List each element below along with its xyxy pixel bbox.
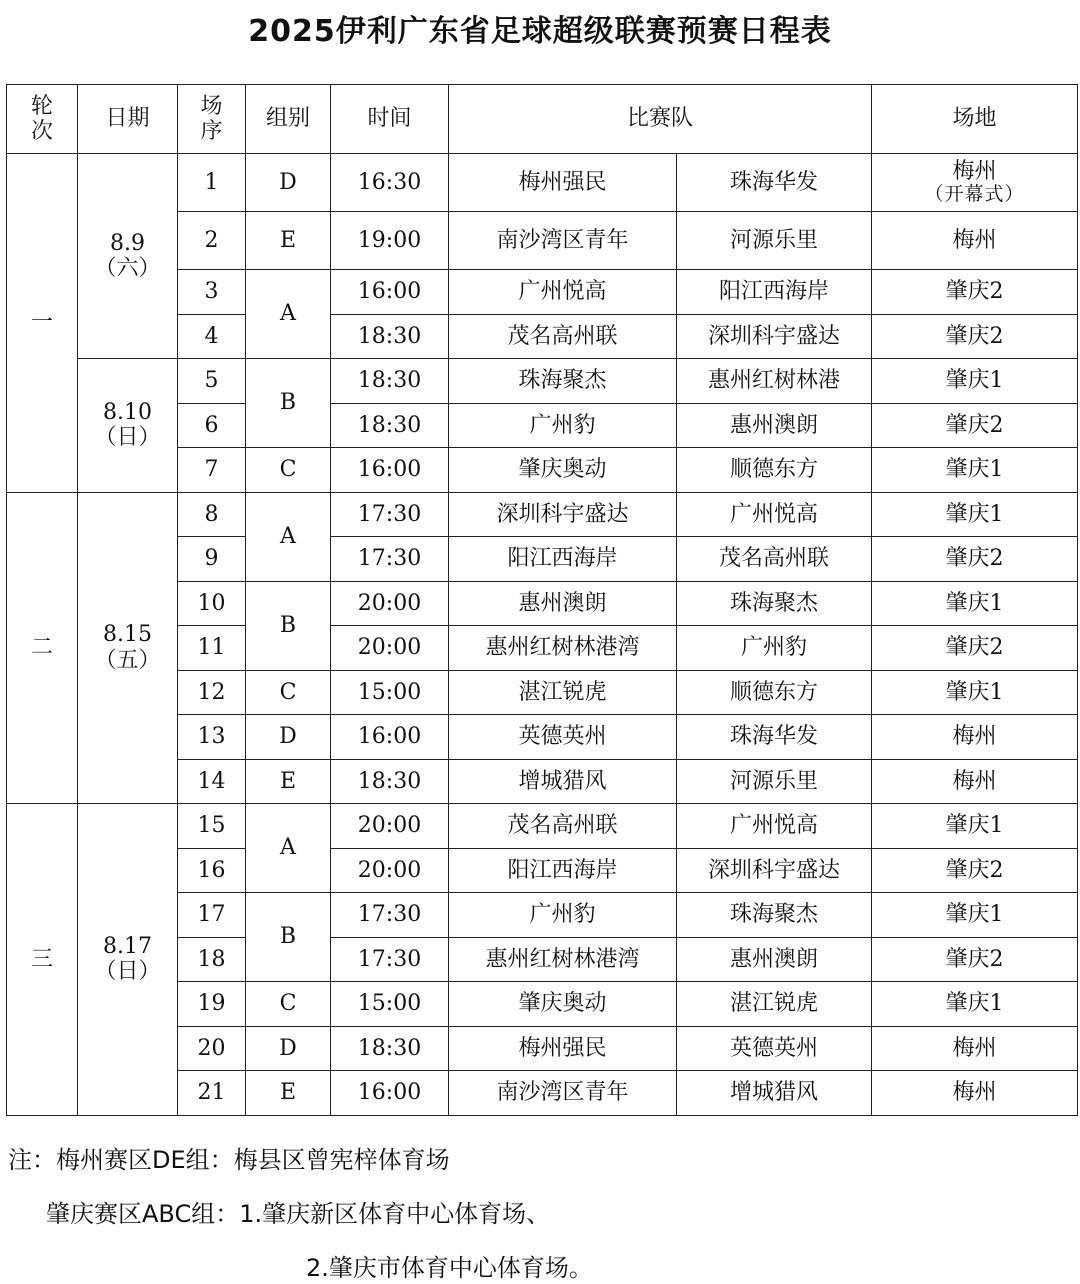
group-cell: D bbox=[246, 715, 331, 760]
header-date: 日期 bbox=[78, 85, 178, 154]
time-cell: 20:00 bbox=[331, 581, 449, 626]
date-weekday: （日） bbox=[94, 425, 161, 451]
time-cell: 18:30 bbox=[331, 759, 449, 804]
note-meizhou: 注：梅州赛区DE组：梅县区曾宪梓体育场 bbox=[8, 1146, 450, 1174]
venue-cell: 肇庆2 bbox=[872, 314, 1078, 359]
date-weekday: （六） bbox=[94, 256, 161, 281]
time-cell: 19:00 bbox=[331, 212, 449, 270]
group-cell: E bbox=[246, 212, 331, 270]
home-team-cell: 阳江西海岸 bbox=[449, 537, 677, 582]
seq-cell: 4 bbox=[178, 314, 246, 359]
seq-cell: 21 bbox=[178, 1071, 246, 1116]
header-teams: 比赛队 bbox=[449, 85, 872, 154]
header-round: 轮次 bbox=[7, 85, 78, 154]
date-day: 8.17 bbox=[103, 933, 152, 959]
away-team-cell: 广州悦高 bbox=[677, 804, 872, 849]
time-cell: 18:30 bbox=[331, 1026, 449, 1071]
group-cell: B bbox=[246, 581, 331, 670]
time-cell: 15:00 bbox=[331, 982, 449, 1027]
group-cell: D bbox=[246, 1026, 331, 1071]
time-cell: 16:30 bbox=[331, 154, 449, 212]
venue-cell: 肇庆2 bbox=[872, 626, 1078, 671]
venue-cell: 肇庆1 bbox=[872, 893, 1078, 938]
away-team-cell: 增城猎风 bbox=[677, 1071, 872, 1116]
venue-cell: 肇庆2 bbox=[872, 537, 1078, 582]
venue-cell bbox=[872, 154, 1078, 212]
seq-cell: 12 bbox=[178, 670, 246, 715]
seq-cell: 11 bbox=[178, 626, 246, 671]
seq-cell: 16 bbox=[178, 848, 246, 893]
venue-cell: 肇庆1 bbox=[872, 448, 1078, 493]
venue-cell: 梅州 bbox=[872, 1071, 1078, 1116]
group-cell: C bbox=[246, 982, 331, 1027]
date-day: 8.9 bbox=[110, 230, 145, 256]
seq-cell: 19 bbox=[178, 982, 246, 1027]
venue-cell: 肇庆2 bbox=[872, 848, 1078, 893]
time-cell: 17:30 bbox=[331, 492, 449, 537]
away-team-cell: 顺德东方 bbox=[677, 448, 872, 493]
seq-cell: 7 bbox=[178, 448, 246, 493]
seq-cell: 17 bbox=[178, 893, 246, 938]
time-cell: 18:30 bbox=[331, 359, 449, 404]
away-team-cell: 顺德东方 bbox=[677, 670, 872, 715]
venue-cell: 梅州 bbox=[872, 212, 1078, 270]
seq-cell: 6 bbox=[178, 403, 246, 448]
time-cell: 20:00 bbox=[331, 626, 449, 671]
time-cell: 20:00 bbox=[331, 804, 449, 849]
home-team-cell: 惠州红树林港湾 bbox=[449, 937, 677, 982]
header-time: 时间 bbox=[331, 85, 449, 154]
home-team-cell: 阳江西海岸 bbox=[449, 848, 677, 893]
away-team-cell: 河源乐里 bbox=[677, 759, 872, 804]
venue-cell: 梅州 bbox=[872, 1026, 1078, 1071]
group-cell: B bbox=[246, 359, 331, 448]
group-cell: E bbox=[246, 1071, 331, 1116]
seq-cell: 2 bbox=[178, 212, 246, 270]
time-cell: 17:30 bbox=[331, 537, 449, 582]
date-weekday: （日） bbox=[94, 959, 161, 985]
group-cell: A bbox=[246, 804, 331, 893]
round-cell: 一 bbox=[7, 154, 78, 493]
venue-cell: 肇庆1 bbox=[872, 581, 1078, 626]
seq-cell: 13 bbox=[178, 715, 246, 760]
home-team-cell: 梅州强民 bbox=[449, 154, 677, 212]
venue-cell: 梅州 bbox=[872, 759, 1078, 804]
seq-cell: 18 bbox=[178, 937, 246, 982]
table-row bbox=[7, 154, 1078, 212]
time-cell: 16:00 bbox=[331, 448, 449, 493]
header-seq: 场序 bbox=[178, 85, 246, 154]
home-team-cell: 惠州澳朗 bbox=[449, 581, 677, 626]
header-venue: 场地 bbox=[872, 85, 1078, 154]
group-cell: A bbox=[246, 270, 331, 359]
away-team-cell: 珠海华发 bbox=[677, 154, 872, 212]
home-team-cell: 深圳科宇盛达 bbox=[449, 492, 677, 537]
venue-cell: 肇庆1 bbox=[872, 670, 1078, 715]
seq-cell: 5 bbox=[178, 359, 246, 404]
home-team-cell: 广州豹 bbox=[449, 893, 677, 938]
away-team-cell: 珠海聚杰 bbox=[677, 581, 872, 626]
seq-cell: 15 bbox=[178, 804, 246, 849]
away-team-cell: 广州豹 bbox=[677, 626, 872, 671]
away-team-cell: 惠州澳朗 bbox=[677, 403, 872, 448]
round-cell: 三 bbox=[7, 804, 78, 1116]
time-cell: 15:00 bbox=[331, 670, 449, 715]
schedule-table bbox=[6, 84, 1078, 1116]
time-cell: 16:00 bbox=[331, 715, 449, 760]
date-cell bbox=[78, 492, 178, 804]
seq-cell: 20 bbox=[178, 1026, 246, 1071]
group-cell: C bbox=[246, 448, 331, 493]
home-team-cell: 梅州强民 bbox=[449, 1026, 677, 1071]
seq-cell: 10 bbox=[178, 581, 246, 626]
home-team-cell: 南沙湾区青年 bbox=[449, 1071, 677, 1116]
note-zhaoqing-venue2: 2.肇庆市体育中心体育场。 bbox=[306, 1254, 593, 1282]
group-cell: C bbox=[246, 670, 331, 715]
page-title: 2025伊利广东省足球超级联赛预赛日程表 bbox=[248, 14, 832, 49]
date-weekday: （五） bbox=[94, 647, 161, 673]
away-team-cell: 广州悦高 bbox=[677, 492, 872, 537]
venue-cell: 肇庆2 bbox=[872, 270, 1078, 315]
away-team-cell: 湛江锐虎 bbox=[677, 982, 872, 1027]
away-team-cell: 惠州红树林港 bbox=[677, 359, 872, 404]
date-day: 8.15 bbox=[103, 622, 152, 648]
date-day: 8.10 bbox=[103, 399, 152, 425]
away-team-cell: 深圳科宇盛达 bbox=[677, 848, 872, 893]
time-cell: 18:30 bbox=[331, 314, 449, 359]
away-team-cell: 珠海聚杰 bbox=[677, 893, 872, 938]
home-team-cell: 肇庆奥动 bbox=[449, 448, 677, 493]
home-team-cell: 广州豹 bbox=[449, 403, 677, 448]
group-cell: D bbox=[246, 154, 331, 212]
home-team-cell: 英德英州 bbox=[449, 715, 677, 760]
home-team-cell: 南沙湾区青年 bbox=[449, 212, 677, 270]
away-team-cell: 茂名高州联 bbox=[677, 537, 872, 582]
time-cell: 17:30 bbox=[331, 937, 449, 982]
header-group: 组别 bbox=[246, 85, 331, 154]
home-team-cell: 增城猎风 bbox=[449, 759, 677, 804]
seq-cell: 9 bbox=[178, 537, 246, 582]
home-team-cell: 惠州红树林港湾 bbox=[449, 626, 677, 671]
time-cell: 16:00 bbox=[331, 270, 449, 315]
venue-cell: 肇庆1 bbox=[872, 359, 1078, 404]
venue-cell: 肇庆1 bbox=[872, 982, 1078, 1027]
away-team-cell: 深圳科宇盛达 bbox=[677, 314, 872, 359]
group-cell: B bbox=[246, 893, 331, 982]
seq-cell: 3 bbox=[178, 270, 246, 315]
date-cell bbox=[78, 804, 178, 1116]
note-zhaoqing: 肇庆赛区ABC组：1.肇庆新区体育中心体育场、 bbox=[46, 1200, 551, 1228]
time-cell: 17:30 bbox=[331, 893, 449, 938]
venue-name: 梅州 bbox=[952, 158, 997, 184]
away-team-cell: 英德英州 bbox=[677, 1026, 872, 1071]
away-team-cell: 珠海华发 bbox=[677, 715, 872, 760]
group-cell: E bbox=[246, 759, 331, 804]
away-team-cell: 河源乐里 bbox=[677, 212, 872, 270]
venue-cell: 肇庆1 bbox=[872, 804, 1078, 849]
home-team-cell: 珠海聚杰 bbox=[449, 359, 677, 404]
table-row bbox=[7, 804, 1078, 849]
seq-cell: 14 bbox=[178, 759, 246, 804]
time-cell: 18:30 bbox=[331, 403, 449, 448]
time-cell: 20:00 bbox=[331, 848, 449, 893]
date-cell bbox=[78, 154, 178, 359]
header-row bbox=[7, 85, 1078, 154]
home-team-cell: 湛江锐虎 bbox=[449, 670, 677, 715]
round-cell: 二 bbox=[7, 492, 78, 804]
venue-cell: 肇庆1 bbox=[872, 492, 1078, 537]
date-cell bbox=[78, 359, 178, 493]
venue-cell: 梅州 bbox=[872, 715, 1078, 760]
seq-cell: 1 bbox=[178, 154, 246, 212]
seq-cell: 8 bbox=[178, 492, 246, 537]
home-team-cell: 肇庆奥动 bbox=[449, 982, 677, 1027]
home-team-cell: 茂名高州联 bbox=[449, 804, 677, 849]
venue-cell: 肇庆2 bbox=[872, 937, 1078, 982]
venue-note: （开幕式） bbox=[924, 183, 1025, 206]
away-team-cell: 阳江西海岸 bbox=[677, 270, 872, 315]
home-team-cell: 广州悦高 bbox=[449, 270, 677, 315]
away-team-cell: 惠州澳朗 bbox=[677, 937, 872, 982]
home-team-cell: 茂名高州联 bbox=[449, 314, 677, 359]
venue-cell: 肇庆2 bbox=[872, 403, 1078, 448]
table-row bbox=[7, 359, 1078, 404]
group-cell: A bbox=[246, 492, 331, 581]
time-cell: 16:00 bbox=[331, 1071, 449, 1116]
table-row bbox=[7, 492, 1078, 537]
